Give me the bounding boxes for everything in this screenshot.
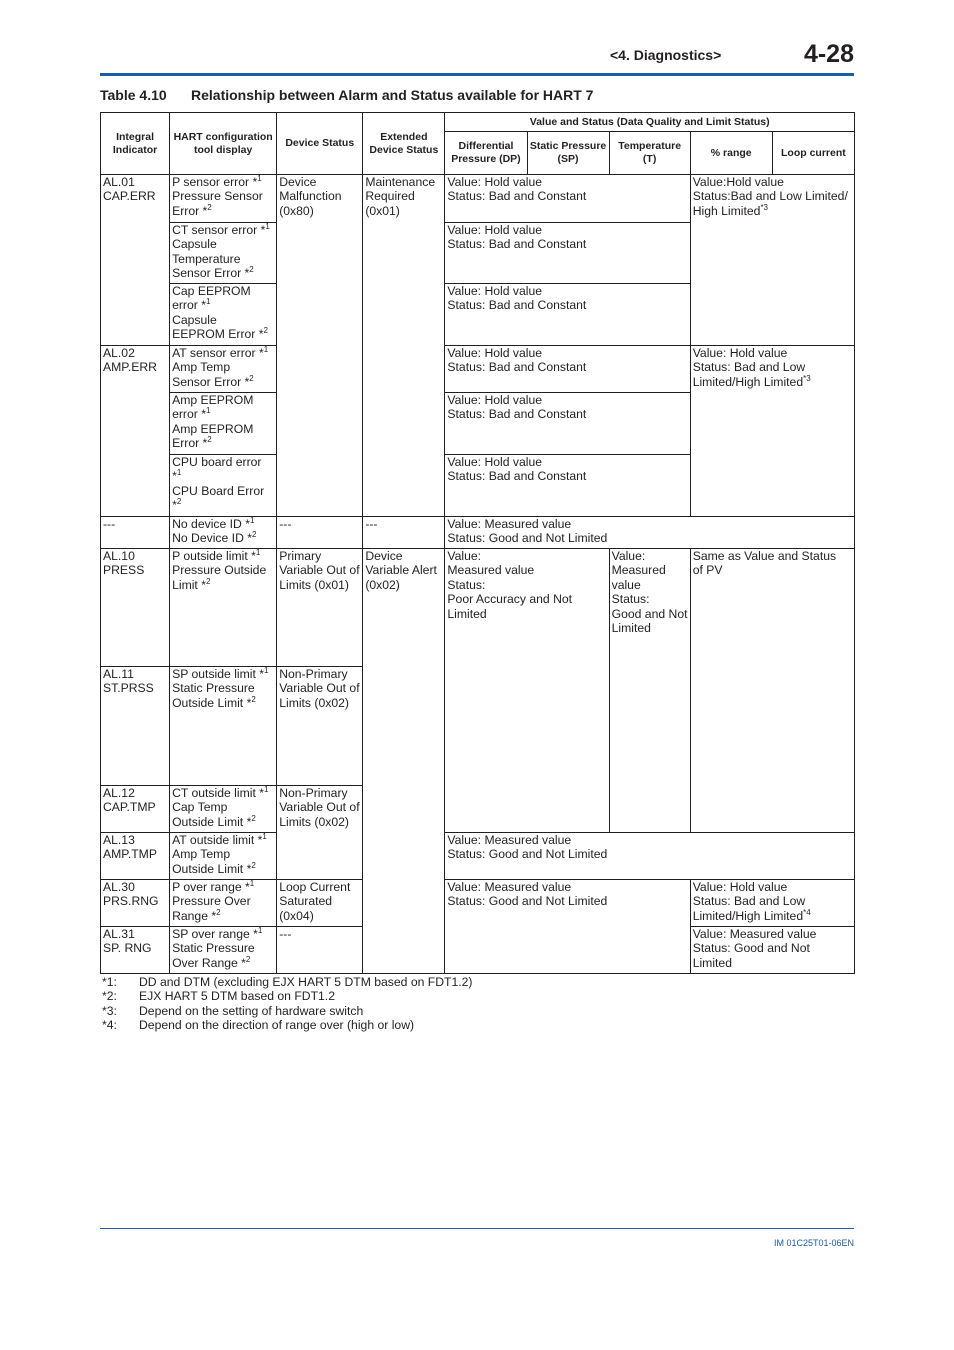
hart-message: P outside limit *$^1$ Pressure Outside Limit *$^2$ (170, 549, 277, 667)
page-number: 4-28 (803, 40, 854, 68)
extended-status-cell: --- (363, 517, 445, 549)
value-status-cell: Value: Hold value Status: Bad and Constant (445, 393, 690, 455)
alarm-code: AL.01 CAP.ERR (101, 175, 170, 346)
extended-status-cell: Maintenance Required (0x01) (363, 175, 445, 517)
hart-message: No device ID *$^1$ No Device ID *$^2$ (170, 517, 277, 549)
col-sp: Static Pressure (SP) (527, 132, 609, 175)
hart-message: P sensor error *$^1$ Pressure Sensor Error *$^2$ (170, 175, 277, 223)
value-status-cell: Value: Measured value Status: Good and Not Limited (445, 833, 855, 880)
note-3: *3: Depend on the setting of hardware switch (102, 1003, 364, 1018)
value-status-cell: Value: Hold value Status: Bad and Constant (445, 455, 690, 517)
dp-sp-value-cell: Value: Measured value Status: Poor Accuracy and Not Limited (445, 549, 609, 833)
alarm-code: AL.10 PRESS (101, 549, 170, 667)
col-integral-indicator: Integral Indicator (101, 113, 170, 175)
hart-message: SP over range *$^1$ Static Pressure Over Range *$^2$ (170, 927, 277, 974)
table-notes (102, 975, 472, 1033)
header-rule (100, 73, 854, 76)
device-status-cell: Device Malfunction (0x80) (277, 175, 363, 517)
range-loop-cell: Same as Value and Status of PV (690, 549, 854, 833)
alarm-code: AL.31 SP. RNG (101, 927, 170, 974)
alarm-status-table (100, 112, 855, 974)
hart-message: Amp EEPROM error *$^1$ Amp EEPROM Error *$^2$ (170, 393, 277, 455)
hart-message: CT outside limit *$^1$ Cap Temp Outside Limit *$^2$ (170, 786, 277, 833)
value-status-cell: Value: Hold value Status: Bad and Constant (445, 223, 690, 284)
device-status-cell: --- (277, 517, 363, 549)
table-caption (100, 87, 593, 103)
col-hart-display: HART configuration tool display (170, 113, 277, 175)
hart-message: AT outside limit *$^1$ Amp Temp Outside Limit *$^2$ (170, 833, 277, 880)
device-status-cell: Non-Primary Variable Out of Limits (0x02) (277, 667, 363, 786)
hart-message: P over range *$^1$ Pressure Over Range *$^2$ (170, 880, 277, 927)
alarm-code: AL.13 AMP.TMP (101, 833, 170, 880)
col-extended-status: Extended Device Status (363, 113, 445, 175)
hart-message: SP outside limit *$^1$ Static Pressure Outside Limit *$^2$ (170, 667, 277, 786)
extended-status-cell: Device Variable Alert (0x02) (363, 549, 445, 974)
col-dp: Differential Pressure (DP) (445, 132, 527, 175)
document-id: IM 01C25T01-06EN (773, 1238, 854, 1248)
hart-message: AT sensor error *$^1$ Amp Temp Sensor Error *$^2$ (170, 346, 277, 393)
alarm-code: AL.12 CAP.TMP (101, 786, 170, 833)
table-title: Relationship between Alarm and Status available for HART 7 (191, 87, 594, 103)
value-status-cell: Value: Measured value Status: Good and Not Limited (445, 880, 690, 974)
device-status-cell: --- (277, 927, 363, 974)
alarm-code: AL.30 PRS.RNG (101, 880, 170, 927)
col-value-status: Value and Status (Data Quality and Limit Status) (445, 113, 855, 132)
footer-rule (100, 1228, 854, 1229)
range-loop-cell: Value: Hold value Status: Bad and Low Limited/High Limited$^{*3}$ (690, 346, 854, 517)
temperature-value-cell: Value: Measured value Status: Good and Not Limited (609, 549, 690, 833)
range-loop-cell: Value: Measured value Status: Good and Not Limited (690, 927, 854, 974)
note-1: *1: DD and DTM (excluding EJX HART 5 DTM based on FDT1.2) (102, 975, 473, 989)
value-status-cell: Value: Hold value Status: Bad and Constant (445, 346, 690, 393)
col-device-status: Device Status (277, 113, 363, 175)
hart-message: Cap EEPROM error *$^1$ Capsule EEPROM Error *$^2$ (170, 284, 277, 346)
table-number: Table 4.10 (100, 87, 167, 103)
col-loop-current: Loop current (772, 132, 854, 175)
hart-message: CT sensor error *$^1$ Capsule Temperature Sensor Error *$^2$ (170, 223, 277, 284)
hart-message: CPU board error *$^1$ CPU Board Error *$^2$ (170, 455, 277, 517)
device-status-cell: Non-Primary Variable Out of Limits (0x02) (277, 786, 363, 880)
value-status-cell: Value: Hold value Status: Bad and Constant (445, 284, 690, 346)
col-range: % range (690, 132, 772, 175)
range-loop-cell: Value: Hold value Status: Bad and Low Limited/High Limited$^{*4}$ (690, 880, 854, 927)
note-2: *2: EJX HART 5 DTM based on FDT1.2 (102, 989, 335, 1004)
alarm-code: AL.02 AMP.ERR (101, 346, 170, 517)
alarm-code: --- (101, 517, 170, 549)
value-status-cell: Value: Hold value Status: Bad and Constant (445, 175, 690, 223)
device-status-cell: Loop Current Saturated (0x04) (277, 880, 363, 927)
device-status-cell: Primary Variable Out of Limits (0x01) (277, 549, 363, 667)
value-status-cell: Value: Measured value Status: Good and Not Limited (445, 517, 855, 549)
range-loop-cell: Value:Hold value Status:Bad and Low Limited/ High Limited$^{*3}$ (690, 175, 854, 346)
col-temperature: Temperature (T) (609, 132, 690, 175)
section-title: <4. Diagnostics> (610, 47, 722, 63)
note-4: *4: Depend on the direction of range over (high or low) (102, 1018, 415, 1033)
alarm-code: AL.11 ST.PRSS (101, 667, 170, 786)
